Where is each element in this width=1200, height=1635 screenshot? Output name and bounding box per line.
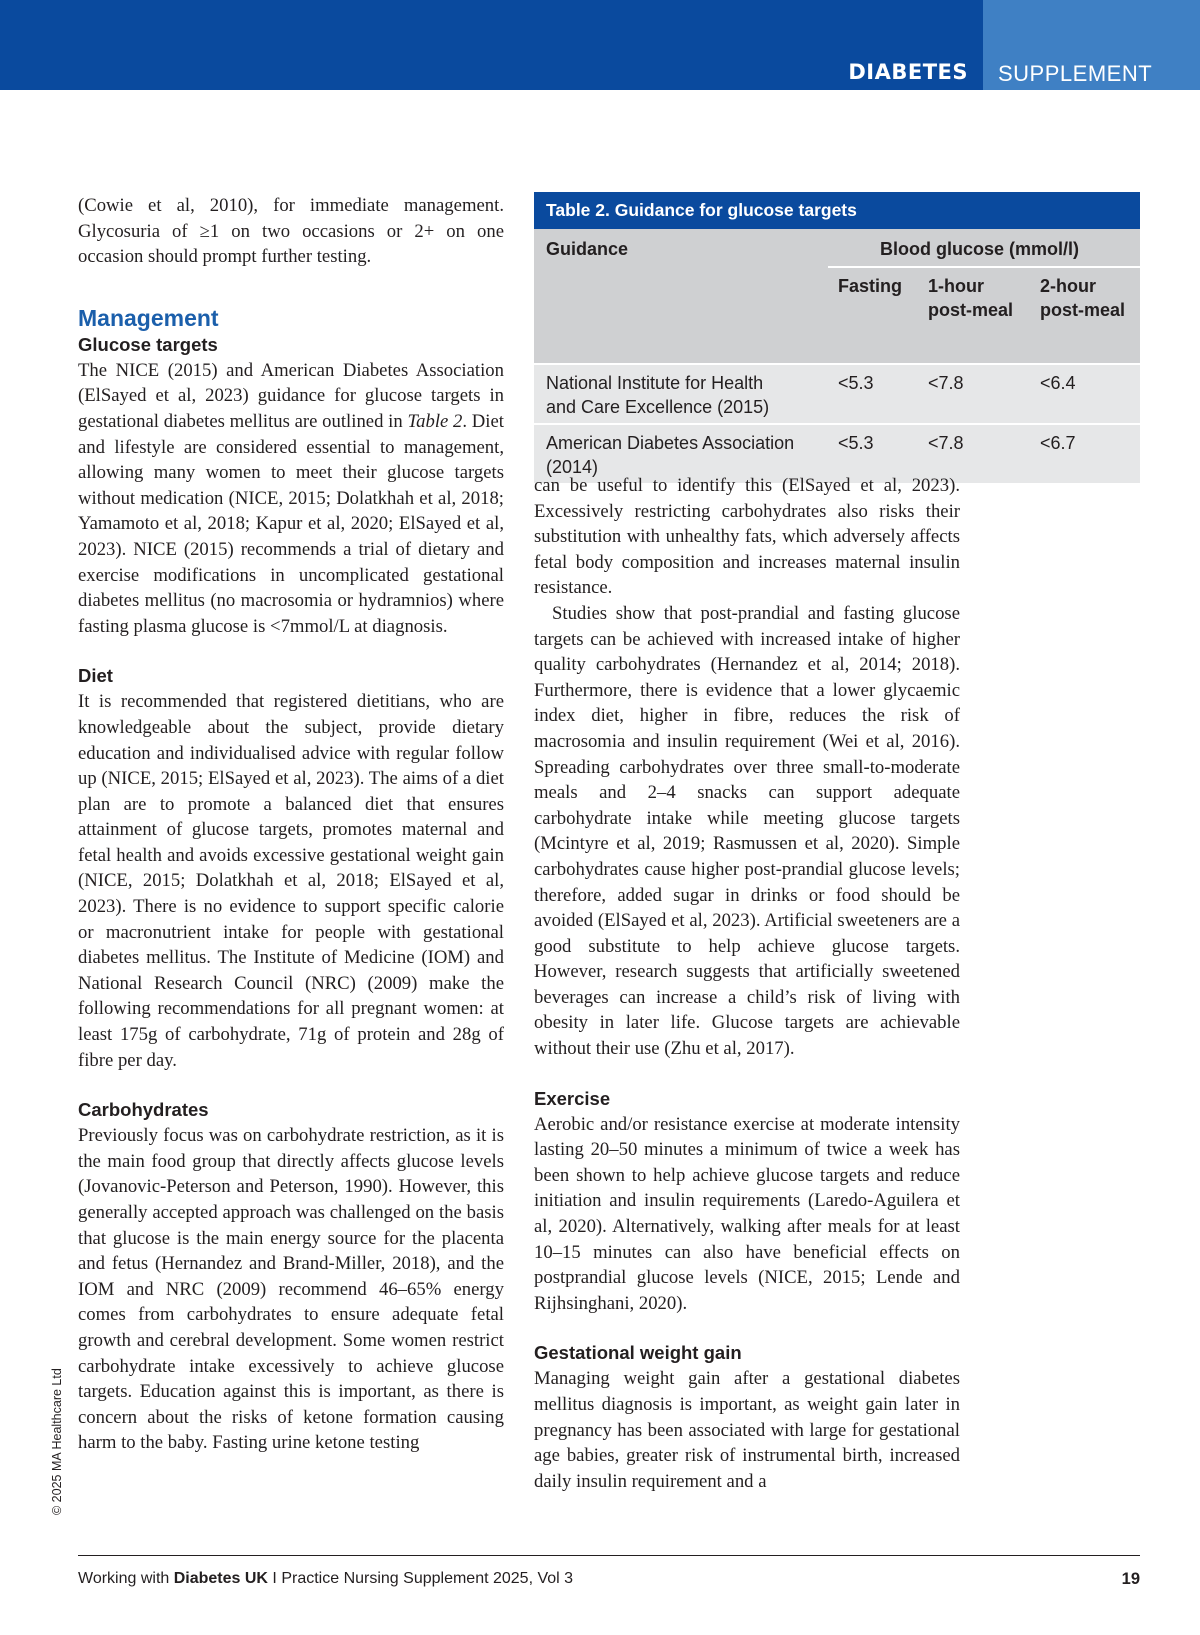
header-2h-line2: post-meal bbox=[1040, 300, 1126, 320]
table-header bbox=[534, 229, 1140, 363]
row-guidance-line1: American Diabetes Association bbox=[546, 433, 795, 453]
continuation-paragraph: can be useful to identify this (ElSayed et al, 2023). Excessively restricting carbohydrates also risks their substitution with unhealthy fats, which adversely affects fetal body composition and increases maternal insulin resistance. bbox=[534, 475, 960, 599]
header-blood-glucose: Blood glucose (mmol/l) bbox=[880, 239, 1080, 259]
table-reference: Table 2 bbox=[407, 410, 463, 432]
header-1h-line2: post-meal bbox=[928, 300, 1014, 320]
carbohydrates-heading: Carbohydrates bbox=[78, 1099, 209, 1121]
page-number: 19 bbox=[1121, 1570, 1140, 1588]
glucose-targets-heading: Glucose targets bbox=[78, 333, 218, 355]
glucose-targets-text-start: The NICE (2015) and American Diabetes Association (ElSayed et al, 2023) guidance for glucose targets in gestational diabetes mellitus are outlined in bbox=[78, 359, 504, 432]
row-fasting: <5.3 bbox=[838, 373, 874, 393]
studies-paragraph: Studies show that post-prandial and fasting glucose targets can be achieved with increased intake of higher quality carbohydrates (Hernandez et al, 2014; 2018). Furthermore, there is evidence that a lower glycaemic index diet, higher in fibre, reduces the risk of macrosomia and insulin requirement (Wei et al, 2016). Spreading carbohydrates over three small-to-moderate meals and 2–4 snacks can support adequate carbohydrate intake while meeting glucose targets (Mcintyre et al, 2019; Rasmussen et al, 2020). Simple carbohydrates cause higher post-prandial glucose levels; therefore, added sugar in drinks or food should be avoided (ElSayed et al, 2023). Artificial sweeteners are a good substitute to help achieve glucose targets. However, research suggests that artificially sweetened beverages can increase a child’s risk of living with obesity in later life. Glucose targets are achievable without their use (Zhu et al, 2017). bbox=[534, 602, 960, 1060]
row-fasting: <5.3 bbox=[838, 433, 874, 453]
gestational-weight-gain-heading: Gestational weight gain bbox=[534, 1342, 742, 1364]
table-row bbox=[534, 365, 1140, 423]
row-guidance-line2: and Care Excellence (2015) bbox=[546, 397, 770, 417]
diet-heading: Diet bbox=[78, 665, 113, 687]
exercise-heading: Exercise bbox=[534, 1087, 611, 1109]
header-1h-line1: 1-hour bbox=[928, 276, 984, 296]
gestational-weight-gain-paragraph: Managing weight gain after a gestational diabetes mellitus diagnosis is important, as weight gain later in pregnancy has been associated with large for gestational age babies, greater risk of instrumental birth, increased daily insulin requirement and a bbox=[534, 1368, 960, 1492]
footer-prefix: Working with bbox=[78, 1570, 174, 1587]
glucose-targets-paragraph bbox=[78, 358, 504, 640]
footer-text bbox=[78, 1570, 573, 1588]
row-guidance-line2: (2014) bbox=[546, 457, 599, 477]
row-one-hour: <7.8 bbox=[928, 433, 964, 453]
row-guidance-line1: National Institute for Health bbox=[546, 373, 764, 393]
table-title: Table 2. Guidance for glucose targets bbox=[534, 192, 1140, 229]
intro-paragraph: (Cowie et al, 2010), for immediate management. Glycosuria of ≥1 on two occasions or 2+ on one occasion should prompt further testing. bbox=[78, 195, 504, 268]
header-fasting: Fasting bbox=[838, 276, 903, 296]
right-column bbox=[534, 473, 960, 1494]
left-column bbox=[78, 193, 504, 1456]
glucose-targets-text-end: . Diet and lifestyle are considered essential to management, allowing many women to meet their glucose targets without medication (NICE, 2015; Dolatkhah et al, 2018; Yamamoto et al, 2018; Kapur et al, 2020; ElSayed et al, 2023). NICE (2015) recommends a trial of dietary and exercise modifications in uncomplicated gestational diabetes mellitus (no macrosomia or hydramnios) where fasting plasma glucose is <7mmol/L at diagnosis. bbox=[78, 410, 504, 637]
exercise-paragraph: Aerobic and/or resistance exercise at moderate intensity lasting 20–50 minutes a minimum of twice a week has been shown to help achieve glucose targets and reduce initiation and insulin requirements (Laredo-Aguilera et al, 2020). Alternatively, walking after meals for at least 10–15 minutes can also have beneficial effects on postprandial glucose levels (NICE, 2015; Lende and Rijhsinghani, 2020). bbox=[534, 1113, 960, 1314]
carbohydrates-paragraph: Previously focus was on carbohydrate restriction, as it is the main food group that directly affects glucose levels (Jovanovic-Peterson and Peterson, 1990). However, this generally accepted approach was challenged on the basis that glucose is the main energy source for the placenta and fetus (Hernandez and Brand-Miller, 2018), and the IOM and NRC (2009) recommend 46–65% energy comes from carbohydrates to ensure adequate fetal growth and cerebral development. Some women restrict carbohydrate intake excessively to achieve glucose targets. Education against this is important, as there is concern about the risks of ketone formation causing harm to the baby. Fasting urine ketone testing bbox=[78, 1125, 504, 1454]
footer-suffix: I Practice Nursing Supplement 2025, Vol 3 bbox=[267, 1570, 574, 1587]
header-supplement-label: SUPPLEMENT bbox=[998, 61, 1153, 86]
footer-brand: Diabetes UK bbox=[173, 1570, 268, 1587]
header-guidance: Guidance bbox=[546, 239, 629, 259]
footer-rule bbox=[78, 1555, 1140, 1556]
header-section-label: DIABETES bbox=[848, 60, 968, 84]
row-one-hour: <7.8 bbox=[928, 373, 964, 393]
header-2h-line1: 2-hour bbox=[1040, 276, 1096, 296]
glucose-targets-table bbox=[534, 192, 1140, 483]
copyright-notice: © 2025 MA Healthcare Ltd bbox=[50, 1368, 64, 1515]
row-two-hour: <6.7 bbox=[1040, 433, 1076, 453]
diet-paragraph: It is recommended that registered dietitians, who are knowledgeable about the subject, provide dietary education and individualised advice with regular follow up (NICE, 2015; ElSayed et al, 2023). The aims of a diet plan are to promote a balanced diet that ensures attainment of glucose targets, promotes maternal and fetal health and avoids excessive gestational weight gain (NICE, 2015; Dolatkhah et al, 2018; ElSayed et al, 2023). There is no evidence to support specific calorie or macronutrient intake for people with gestational diabetes mellitus. The Institute of Medicine (IOM) and National Research Council (NRC) (2009) make the following recommendations for all pregnant women: at least 175g of carbohydrate, 71g of protein and 28g of fibre per day. bbox=[78, 691, 504, 1071]
management-heading: Management bbox=[78, 304, 219, 331]
row-two-hour: <6.4 bbox=[1040, 373, 1076, 393]
